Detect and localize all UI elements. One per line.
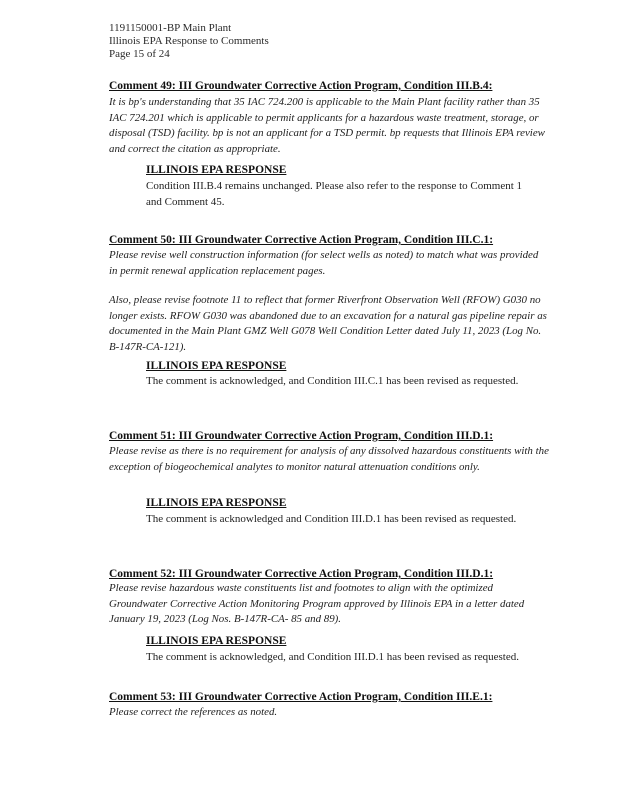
- comment-52-heading: Comment 52: III Groundwater Corrective Action Program, Condition III.D.1:: [109, 568, 494, 580]
- page-number-line: Page 15 of 24: [109, 48, 170, 60]
- comment-49-body: It is bp's understanding that 35 IAC 724.200 is applicable to the Main Plant facility rather than 35 IAC 724.201 which is applicable to permit applicants for a hazardous waste treatment, storage, or disposal (TSD) facility. bp is not an applicant for a TSD permit. bp requests that Illinois EPA review and correct the citation as appropriate.: [109, 96, 545, 155]
- comment-50-body: Please revise well construction information (for select wells as noted) to match what was provided in permit renewal application replacement pages.: [109, 249, 539, 277]
- comment-49-response-heading: ILLINOIS EPA RESPONSE: [146, 164, 287, 176]
- comment-51-response-heading: ILLINOIS EPA RESPONSE: [146, 497, 287, 509]
- comment-50-response-heading: ILLINOIS EPA RESPONSE: [146, 360, 287, 372]
- comment-49-heading: Comment 49: III Groundwater Corrective Action Program, Condition III.B.4:: [109, 80, 493, 92]
- page-header: [109, 22, 269, 61]
- comment-52-response-heading: ILLINOIS EPA RESPONSE: [146, 635, 287, 647]
- comment-51-response: The comment is acknowledged and Condition III.D.1 has been revised as requested.: [146, 513, 517, 525]
- document-title-line: Illinois EPA Response to Comments: [109, 35, 269, 47]
- comment-50-heading: Comment 50: III Groundwater Corrective Action Program, Condition III.C.1:: [109, 234, 494, 246]
- comment-51-heading: Comment 51: III Groundwater Corrective Action Program, Condition III.D.1:: [109, 430, 494, 442]
- comment-52-body: Please revise hazardous waste constituents list and footnotes to align with the optimized Groundwater Corrective Action Monitoring Program approved by Illinois EPA in a letter dated January 19, 2023 (Log Nos. B-147R-CA- 85 and 89).: [109, 582, 525, 625]
- comment-51-body: Please revise as there is no requirement for analysis of any dissolved hazardous constituents with the exception of biogeochemical analytes to monitor natural attenuation conditions only.: [109, 445, 549, 473]
- comment-49-response: Condition III.B.4 remains unchanged. Please also refer to the response to Comment 1 and Comment 45.: [146, 180, 523, 208]
- comment-53-body: Please correct the references as noted.: [109, 706, 278, 718]
- comment-50-response: The comment is acknowledged, and Condition III.C.1 has been revised as requested.: [146, 375, 519, 387]
- facility-id-line: 1191150001-BP Main Plant: [109, 22, 232, 34]
- comment-52-response: The comment is acknowledged, and Condition III.D.1 has been revised as requested.: [146, 651, 519, 663]
- comment-53-heading: Comment 53: III Groundwater Corrective Action Program, Condition III.E.1:: [109, 691, 493, 703]
- comment-50-body-paragraph-2: Also, please revise footnote 11 to reflect that former Riverfront Observation Well (RFOW) G030 no longer exists. RFOW G030 was abandoned due to an excavation for a natural gas pipeline repair as documented in the Main Plant GMZ Well G078 Well Condition Letter dated July 11, 2023 (Log No. B-147R-CA-121).: [109, 294, 547, 353]
